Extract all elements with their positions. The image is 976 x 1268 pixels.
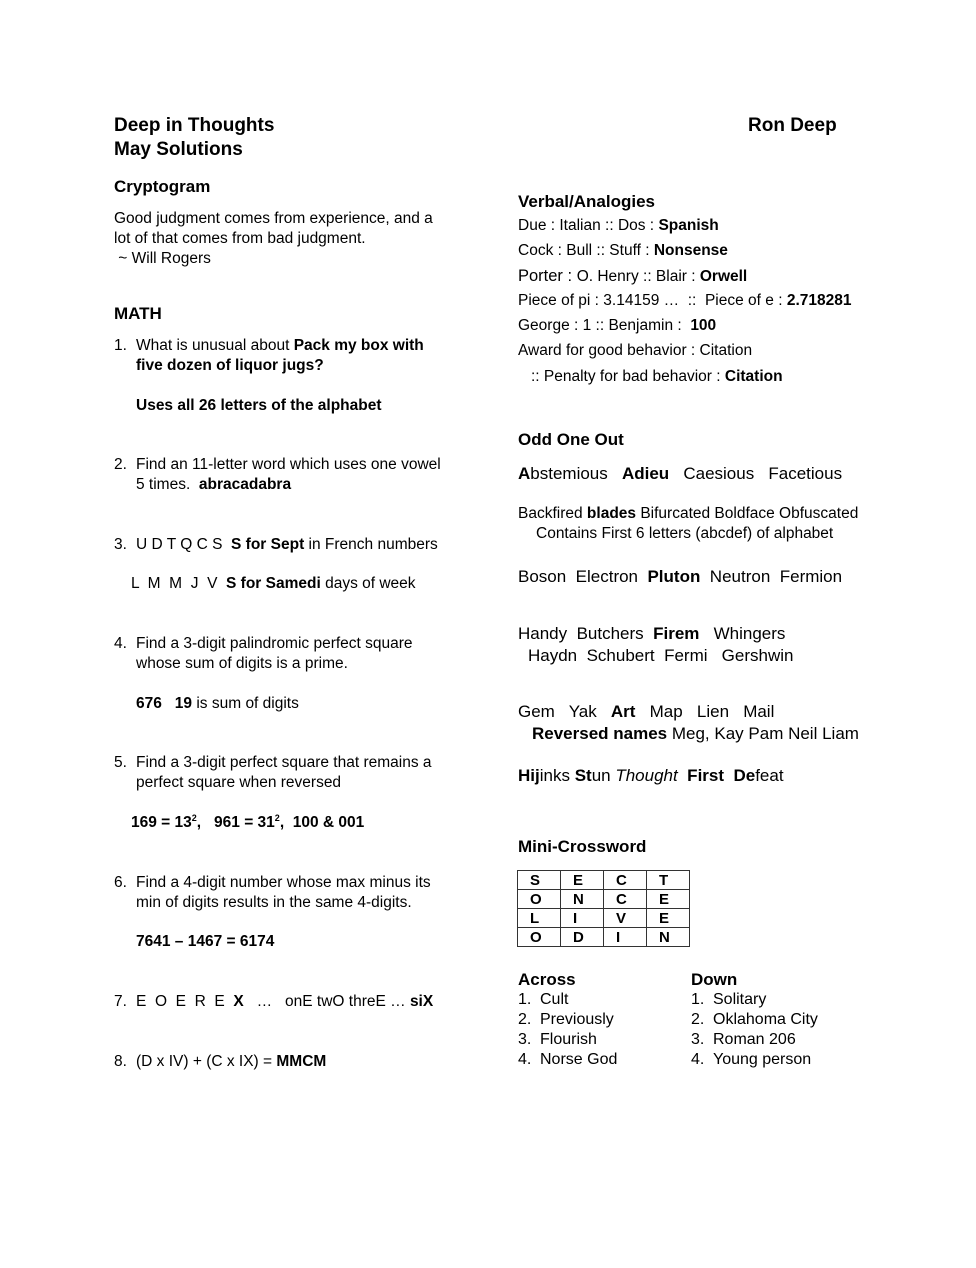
odd-r4-answer: Firem: [653, 624, 700, 643]
odd-r6-w1: inks: [539, 766, 575, 785]
crossword-cell: I: [561, 909, 604, 928]
q4-answer-b: 19: [174, 695, 193, 712]
q1-number: 1.: [114, 337, 127, 354]
odd-r6-w4: First: [677, 766, 734, 785]
clue-number: 2.: [691, 1011, 705, 1028]
q5-line-2: perfect square when reversed: [136, 774, 342, 791]
analogy-1-text: Due : Italian :: Dos :: [518, 217, 659, 234]
q7-number: 7.: [114, 993, 127, 1010]
clue-text: Young person: [713, 1051, 812, 1068]
clue-number: 1.: [691, 991, 705, 1008]
odd-one-out-heading: Odd One Out: [518, 430, 624, 449]
q1-phrase-2: five dozen of liquor jugs?: [136, 357, 324, 374]
across-clue: [518, 1050, 617, 1070]
analogy-4: [518, 291, 851, 311]
odd-r4-a: Handy Butchers: [518, 624, 654, 643]
odd-r3-a: Boson Electron: [518, 567, 648, 586]
clue-text: Roman 206: [713, 1031, 796, 1048]
crossword-cell: N: [647, 928, 690, 947]
crossword-cell: C: [604, 871, 647, 890]
clue-text: Norse God: [540, 1051, 618, 1068]
cryptogram-line-2: lot of that comes from bad judgment.: [114, 230, 366, 247]
analogy-2-text: Cock : Bull :: Stuff :: [518, 242, 654, 259]
across-clue: [518, 990, 568, 1010]
q8-text: (D x IV) + (C x IX) =: [136, 1053, 277, 1070]
math-q5-answer: [131, 813, 364, 833]
clue-text: Flourish: [540, 1031, 597, 1048]
q7-sequence: E O E R E: [136, 993, 234, 1010]
q3-answer: S for Sept: [231, 536, 305, 553]
document-subtitle: May Solutions: [114, 139, 243, 160]
q6-number: 6.: [114, 874, 127, 891]
analogy-2: [518, 241, 728, 261]
math-q3: [114, 535, 438, 555]
q3-number: 3.: [114, 536, 127, 553]
clue-number: 1.: [518, 991, 532, 1008]
verbal-heading: Verbal/Analogies: [518, 192, 655, 211]
clue-number: 2.: [518, 1011, 532, 1028]
crossword-cell: I: [604, 928, 647, 947]
odd-r2-answer: blades: [586, 505, 637, 522]
q2-number: 2.: [114, 456, 127, 473]
analogy-7-answer: Citation: [724, 368, 783, 385]
odd-r6-answer: Thought: [615, 766, 678, 785]
analogy-5-text: George : 1 :: Benjamin :: [518, 317, 691, 334]
math-q6: [114, 873, 431, 893]
analogy-3-text: O. Henry :: Blair :: [576, 268, 700, 285]
q2-answer: abracadabra: [198, 476, 292, 493]
clue-text: Previously: [540, 1011, 614, 1028]
odd-r1-a-rest: bstemious: [530, 464, 608, 483]
crossword-cell: O: [518, 928, 561, 947]
odd-r1-d: Facetious: [768, 464, 843, 483]
crossword-cell: V: [604, 909, 647, 928]
crossword-grid: [517, 870, 690, 947]
odd-r6-w5: feat: [755, 766, 784, 785]
q7-rest: … onE twO threE …: [243, 993, 410, 1010]
math-q2-line-2: [114, 475, 291, 495]
clue-text: Solitary: [713, 991, 767, 1008]
analogy-3: [518, 266, 747, 287]
across-clue: [518, 1030, 597, 1050]
odd-row-2-note: Contains First 6 letters (abcdef) of alphabet: [536, 525, 834, 542]
analogy-3-answer: Orwell: [699, 268, 748, 285]
odd-r5-a: Gem Yak: [518, 702, 611, 721]
crossword-cell: T: [647, 871, 690, 890]
odd-r5-b: Map Lien Mail: [635, 702, 775, 721]
crossword-cell: N: [561, 890, 604, 909]
q3-sequence-2: L M M J V: [131, 575, 227, 592]
math-q7: [114, 992, 433, 1012]
analogy-2-answer: Nonsense: [653, 242, 728, 259]
analogy-5-answer: 100: [690, 317, 717, 334]
odd-r4-b: Whingers: [699, 624, 786, 643]
math-q8: [114, 1052, 326, 1072]
across-heading: Across: [518, 970, 576, 989]
q3-rest: in French numbers: [304, 536, 438, 553]
q7-answer: X: [233, 993, 244, 1010]
q8-number: 8.: [114, 1053, 127, 1070]
analogy-7-text: :: Penalty for bad behavior :: [531, 368, 725, 385]
down-clue: [691, 1030, 796, 1050]
crossword-row: [518, 909, 690, 928]
q6-line-2: min of digits results in the same 4-digits.: [136, 894, 412, 911]
q1-phrase-1: Pack my box with: [293, 337, 424, 354]
clue-text: Oklahoma City: [713, 1011, 818, 1028]
crossword-cell: S: [518, 871, 561, 890]
q1-text: What is unusual about: [136, 337, 294, 354]
odd-row-1: [518, 463, 842, 484]
analogy-1: [518, 216, 719, 236]
analogy-3-lead: Porter :: [518, 267, 577, 285]
q3-rest-2: days of week: [320, 575, 416, 592]
odd-r1-c: Caesious: [683, 464, 755, 483]
q5-exponent-1: 2: [191, 813, 197, 823]
clue-number: 3.: [691, 1031, 705, 1048]
crossword-cell: O: [518, 890, 561, 909]
math-q1: [114, 336, 424, 356]
math-heading: MATH: [114, 304, 162, 323]
odd-r6-w1-bold: Hij: [518, 766, 540, 785]
across-clue: [518, 1010, 614, 1030]
odd-row-4-line-2: Haydn Schubert Fermi Gershwin: [528, 646, 794, 665]
q3-sequence: U D T Q C S: [136, 536, 232, 553]
crossword-row: [518, 871, 690, 890]
cryptogram-heading: Cryptogram: [114, 177, 211, 196]
analogy-4-text: Piece of pi : 3.14159 … :: Piece of e :: [518, 292, 787, 309]
odd-r5-note-bold: Reversed names: [532, 724, 668, 743]
q6-answer: 7641 – 1467 = 6174: [136, 933, 275, 950]
q5-exponent-2: 2: [274, 813, 280, 823]
odd-r6-w2: un: [591, 766, 616, 785]
clue-number: 4.: [691, 1051, 705, 1068]
analogy-6: Award for good behavior : Citation: [518, 342, 753, 359]
math-q6-answer: [114, 932, 274, 952]
q4-answer-rest: is sum of digits: [192, 695, 299, 712]
crossword-cell: L: [518, 909, 561, 928]
analogy-4-answer: 2.718281: [786, 292, 852, 309]
q7-answer-2: siX: [409, 993, 434, 1010]
crossword-row: [518, 890, 690, 909]
odd-row-3: [518, 566, 842, 587]
odd-r6-w2-bold: St: [574, 766, 592, 785]
odd-r5-note: Meg, Kay Pam Neil Liam: [667, 724, 859, 743]
down-clue: [691, 1050, 811, 1070]
math-q1-line-2: [114, 356, 324, 376]
q5-line-1: Find a 3-digit perfect square that remains a: [136, 754, 432, 771]
analogy-5: [518, 316, 716, 336]
crossword-cell: E: [561, 871, 604, 890]
odd-r3-b: Neutron Fermion: [700, 567, 843, 586]
math-q5: [114, 753, 432, 773]
analogy-7: [531, 367, 783, 387]
q4-line-1: Find a 3-digit palindromic perfect square: [136, 635, 413, 652]
q4-line-2: whose sum of digits is a prime.: [136, 655, 348, 672]
q1-answer: Uses all 26 letters of the alphabet: [136, 397, 382, 414]
down-clue: [691, 990, 766, 1010]
crossword-cell: C: [604, 890, 647, 909]
cryptogram-attribution: ~ Will Rogers: [114, 250, 211, 267]
odd-r1-answer: Adieu: [621, 464, 670, 483]
analogy-1-answer: Spanish: [658, 217, 719, 234]
down-clue: [691, 1010, 818, 1030]
math-q4: [114, 634, 413, 654]
q2-line-1: Find an 11-letter word which uses one vowel: [136, 456, 441, 473]
down-heading: Down: [691, 970, 738, 989]
odd-row-4: [518, 623, 785, 644]
cryptogram-line-1: Good judgment comes from experience, and a: [114, 210, 433, 227]
q5-answer-3: , 100 & 001: [279, 814, 365, 831]
crossword-cell: E: [647, 890, 690, 909]
crossword-heading: Mini-Crossword: [518, 837, 647, 856]
odd-r6-w5-bold: De: [733, 766, 756, 785]
odd-r5-answer: Art: [610, 702, 636, 721]
math-q3-line-2: [131, 574, 416, 594]
odd-row-6: [518, 765, 784, 786]
math-q2: [114, 455, 441, 475]
q4-answer-a: 676: [136, 695, 162, 712]
crossword-cell: D: [561, 928, 604, 947]
odd-row-5: [518, 701, 774, 722]
q3-answer-2: S for Samedi: [226, 575, 321, 592]
q4-number: 4.: [114, 635, 127, 652]
odd-r1-a-bold: A: [518, 464, 531, 483]
document-title: Deep in Thoughts: [114, 115, 275, 136]
q5-number: 5.: [114, 754, 127, 771]
odd-row-2: [518, 504, 858, 524]
odd-row-5-note: [532, 723, 859, 744]
clue-number: 3.: [518, 1031, 532, 1048]
odd-r2-pre: Backfired: [518, 505, 587, 522]
q5-answer-1: 169 = 13: [131, 814, 192, 831]
q5-answer-2: , 961 = 31: [196, 814, 275, 831]
odd-r3-answer: Pluton: [647, 567, 701, 586]
author-name: Ron Deep: [748, 115, 837, 136]
q2-line-2: 5 times.: [136, 476, 199, 493]
clue-number: 4.: [518, 1051, 532, 1068]
clue-text: Cult: [540, 991, 569, 1008]
math-q4-answer: [114, 694, 299, 714]
math-q1-answer: [114, 396, 382, 416]
q6-line-1: Find a 4-digit number whose max minus its: [136, 874, 431, 891]
q8-answer: MMCM: [276, 1053, 327, 1070]
odd-r2-post: Bifurcated Boldface Obfuscated: [636, 505, 859, 522]
crossword-row: [518, 928, 690, 947]
crossword-cell: E: [647, 909, 690, 928]
